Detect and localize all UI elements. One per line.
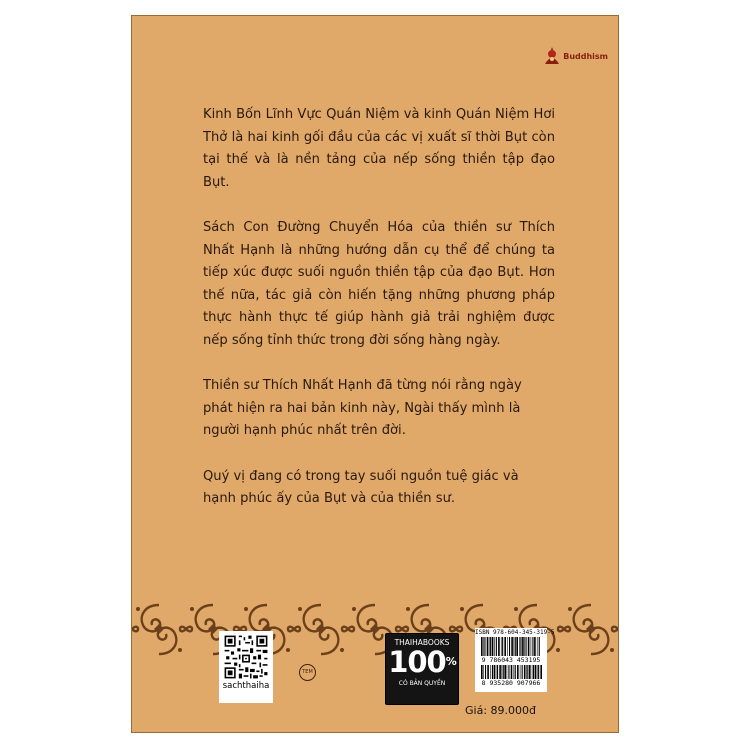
badge-caption: CÓ BẢN QUYỀN <box>398 680 446 687</box>
isbn-digits: 9 786043 453195 <box>481 656 541 664</box>
blurb <box>203 104 555 534</box>
stamp-circle: TEM <box>299 664 316 681</box>
isbn-text: ISBN 978-604-345-319-5 <box>475 629 555 636</box>
badge-percent: % <box>445 655 456 668</box>
barcode-card <box>475 628 555 692</box>
barcode-product <box>479 665 543 679</box>
logo-text: Buddhism <box>563 51 608 61</box>
back-cover <box>131 15 619 733</box>
badge-brand: THAIHABOOKS <box>394 638 450 647</box>
qr-code <box>223 634 269 680</box>
copyright-badge <box>385 633 459 705</box>
stupa-icon <box>543 46 561 66</box>
paragraph-2: Sách Con Đường Chuyển Hóa của thiền sư Thích Nhất Hạnh là những hướng dẫn cụ thể để chúng ta tiếp xúc được suối nguồn thiền tập của đạo Bụt. Hơn thế nữa, tác giả còn hiến tặng những phương pháp thực hành thực tế giúp hành giả trải nghiệm được nếp sống tỉnh thức trong đời sống hàng ngày. <box>203 220 555 348</box>
badge-big-value: 100 <box>388 645 446 679</box>
paragraph-3: Thiền sư Thích Nhất Hạnh đã từng nói rằng ngày phát hiện ra hai bản kinh này, Ngài thấy mình là người hạnh phúc nhất trên đời. <box>203 378 522 438</box>
badge-number <box>386 645 458 679</box>
price-label: Giá: 89.000đ <box>465 704 536 717</box>
barcode-isbn <box>479 637 543 656</box>
qr-label: sachthaiha <box>222 681 270 691</box>
qr-code-card <box>219 631 273 703</box>
paragraph-4: Quý vị đang có trong tay suối nguồn tuệ giác và hạnh phúc ấy của Bụt và của thiền sư. <box>203 468 519 506</box>
paragraph-1: Kinh Bốn Lĩnh Vực Quán Niệm và kinh Quán Niệm Hơi Thở là hai kinh gối đầu của các vị xuất sĩ thời Bụt còn tại thế và là nền tảng của nếp sống thiền tập đạo Bụt. <box>203 107 555 190</box>
publisher-logo <box>543 46 608 66</box>
product-digits: 8 935280 907966 <box>481 679 541 687</box>
